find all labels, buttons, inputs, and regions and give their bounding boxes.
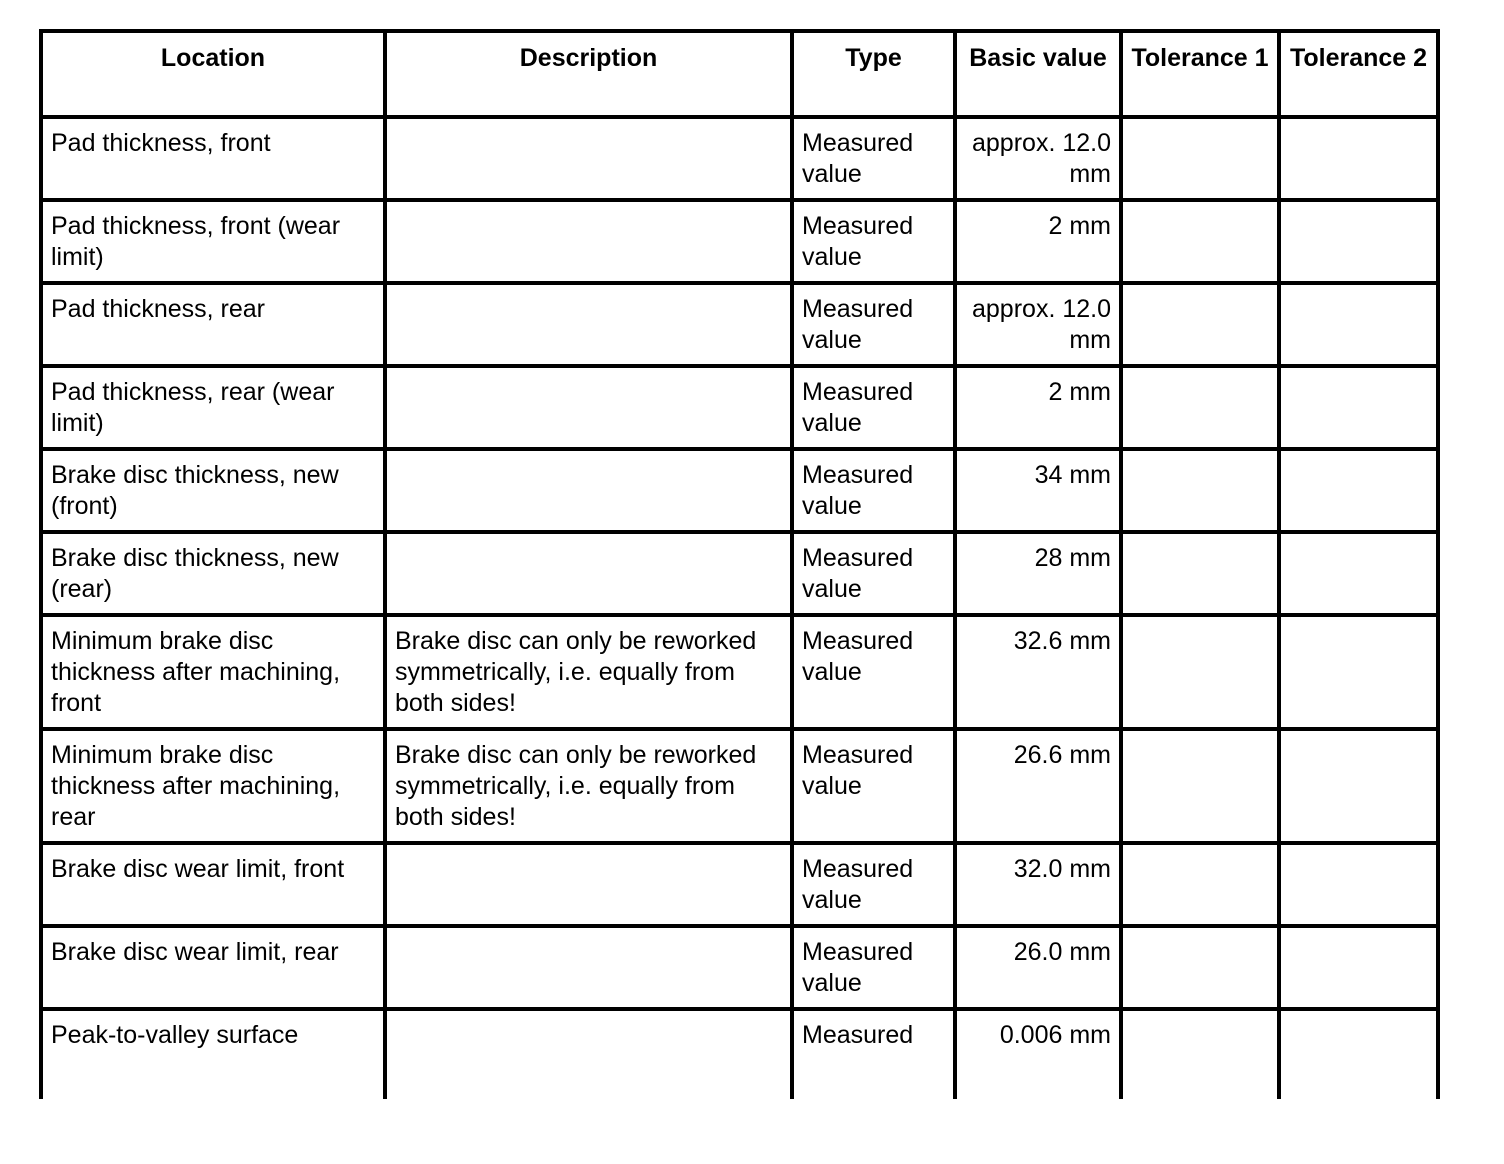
cell-tolerance-1	[1121, 117, 1279, 200]
cell-location: Pad thickness, rear	[41, 283, 385, 366]
cell-tolerance-1	[1121, 449, 1279, 532]
table-row	[41, 366, 1438, 449]
cell-location: Minimum brake disc thickness after machining, front	[41, 615, 385, 729]
cell-tolerance-1	[1121, 366, 1279, 449]
cell-basic-value: 32.0 mm	[955, 843, 1121, 926]
cell-location: Pad thickness, rear (wear limit)	[41, 366, 385, 449]
cell-type: Measured value	[792, 449, 955, 532]
cell-location: Brake disc thickness, new (rear)	[41, 532, 385, 615]
cell-tolerance-1	[1121, 926, 1279, 1009]
table-row	[41, 843, 1438, 926]
cell-description	[385, 449, 792, 532]
cell-tolerance-2	[1279, 283, 1438, 366]
header-tolerance-2: Tolerance 2	[1279, 31, 1438, 117]
cell-location: Pad thickness, front	[41, 117, 385, 200]
cell-tolerance-2	[1279, 449, 1438, 532]
cell-tolerance-1	[1121, 532, 1279, 615]
cell-basic-value: 2 mm	[955, 366, 1121, 449]
header-location: Location	[41, 31, 385, 117]
cell-basic-value: 28 mm	[955, 532, 1121, 615]
cell-type: Measured value	[792, 926, 955, 1009]
cell-description	[385, 843, 792, 926]
cell-description	[385, 366, 792, 449]
table-row	[41, 926, 1438, 1009]
cell-tolerance-2	[1279, 843, 1438, 926]
cell-tolerance-1	[1121, 729, 1279, 843]
cell-tolerance-2	[1279, 926, 1438, 1009]
cell-basic-value: 32.6 mm	[955, 615, 1121, 729]
table-row	[41, 117, 1438, 200]
cell-type: Measured value	[792, 843, 955, 926]
cell-basic-value: 0.006 mm	[955, 1009, 1121, 1099]
cell-tolerance-1	[1121, 615, 1279, 729]
cell-type: Measured value	[792, 117, 955, 200]
cell-description	[385, 117, 792, 200]
specification-table	[39, 29, 1440, 1099]
cell-description	[385, 926, 792, 1009]
cell-type: Measured value	[792, 283, 955, 366]
cell-description	[385, 200, 792, 283]
cell-location: Pad thickness, front (wear limit)	[41, 200, 385, 283]
cell-basic-value: 26.0 mm	[955, 926, 1121, 1009]
cell-tolerance-2	[1279, 117, 1438, 200]
table-header-row	[41, 31, 1438, 117]
cell-location: Minimum brake disc thickness after machining, rear	[41, 729, 385, 843]
cell-type: Measured	[792, 1009, 955, 1099]
table-row	[41, 615, 1438, 729]
cell-location: Brake disc wear limit, front	[41, 843, 385, 926]
cell-tolerance-1	[1121, 283, 1279, 366]
cell-description: Brake disc can only be reworked symmetrically, i.e. equally from both sides!	[385, 729, 792, 843]
cell-tolerance-2	[1279, 200, 1438, 283]
table-row	[41, 449, 1438, 532]
header-type: Type	[792, 31, 955, 117]
header-basic-value: Basic value	[955, 31, 1121, 117]
cell-tolerance-2	[1279, 729, 1438, 843]
cell-basic-value: 34 mm	[955, 449, 1121, 532]
table-row	[41, 532, 1438, 615]
cell-type: Measured value	[792, 729, 955, 843]
table-row	[41, 729, 1438, 843]
cell-tolerance-2	[1279, 1009, 1438, 1099]
cell-description	[385, 283, 792, 366]
table-row	[41, 1009, 1438, 1099]
header-tolerance-1: Tolerance 1	[1121, 31, 1279, 117]
cell-tolerance-2	[1279, 366, 1438, 449]
cell-tolerance-1	[1121, 1009, 1279, 1099]
cell-basic-value: approx. 12.0 mm	[955, 283, 1121, 366]
cell-location: Peak-to-valley surface	[41, 1009, 385, 1099]
cell-location: Brake disc thickness, new (front)	[41, 449, 385, 532]
header-description: Description	[385, 31, 792, 117]
cell-type: Measured value	[792, 532, 955, 615]
cell-type: Measured value	[792, 615, 955, 729]
cell-description	[385, 532, 792, 615]
cell-type: Measured value	[792, 200, 955, 283]
cell-basic-value: approx. 12.0 mm	[955, 117, 1121, 200]
cell-location: Brake disc wear limit, rear	[41, 926, 385, 1009]
cell-tolerance-1	[1121, 843, 1279, 926]
cell-tolerance-2	[1279, 615, 1438, 729]
cell-basic-value: 26.6 mm	[955, 729, 1121, 843]
cell-tolerance-2	[1279, 532, 1438, 615]
cell-tolerance-1	[1121, 200, 1279, 283]
cell-description: Brake disc can only be reworked symmetrically, i.e. equally from both sides!	[385, 615, 792, 729]
table-row	[41, 283, 1438, 366]
cell-type: Measured value	[792, 366, 955, 449]
cell-description	[385, 1009, 792, 1099]
table-row	[41, 200, 1438, 283]
cell-basic-value: 2 mm	[955, 200, 1121, 283]
